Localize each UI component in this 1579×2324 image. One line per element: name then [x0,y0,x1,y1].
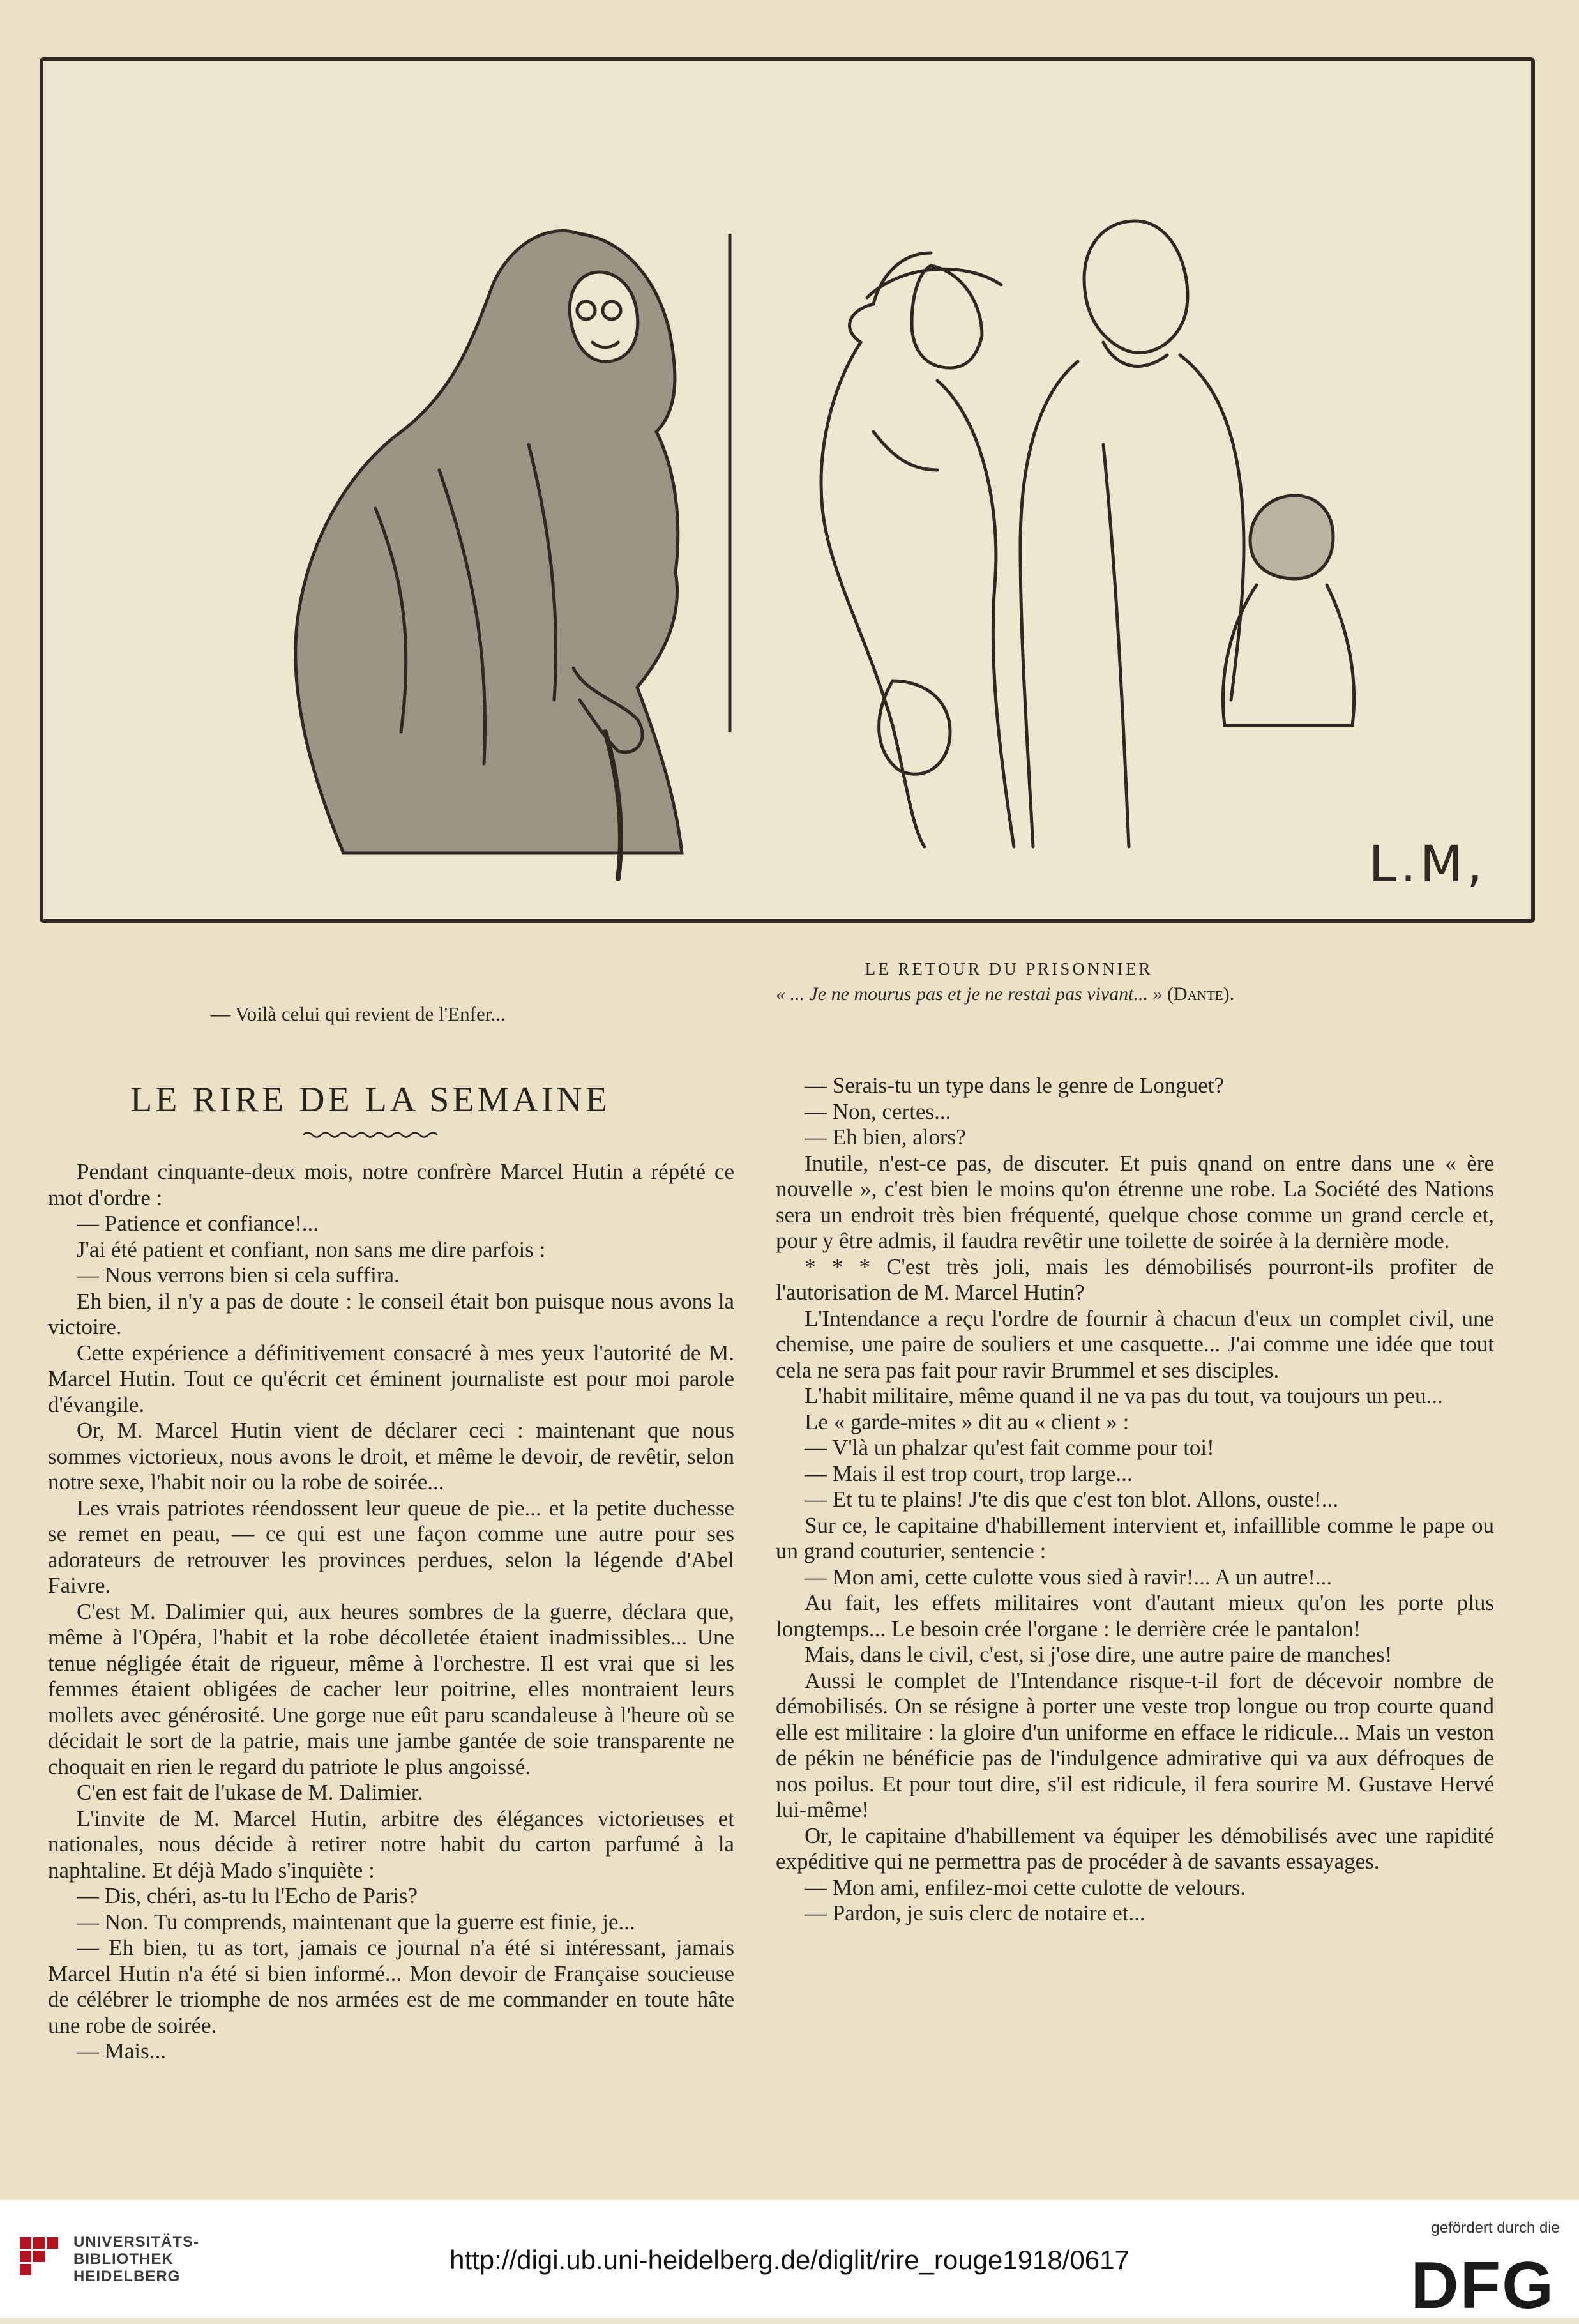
title-ornament [303,1130,437,1139]
paragraph: — Non. Tu comprends, maintenant que la guerre est finie, je... [77,1909,635,1934]
article-column-right [776,1073,1494,1927]
paragraph: — Mon ami, enfilez-moi cette culotte de velours. [805,1874,1246,1900]
library-name-line: BIBLIOTHEK [73,2251,174,2268]
library-name-line: UNIVERSITÄTS- [73,2233,200,2251]
paragraph: Les vrais patriotes réendossent leur queue de pie... et la petite duchesse se remet en peau, — ce qui est une façon comme une autre pour ses adorateurs de retrouver les provinces perdues, selon la légende d'Abel Faivre. [48,1495,734,1598]
paragraph: — Non, certes... [805,1098,951,1124]
paragraph: L'habit militaire, même quand il ne va pas du tout, va toujours un peu... [805,1383,1443,1408]
paragraph: Sur ce, le capitaine d'habillement intervient et, infaillible comme le pape ou un grand couturier, sentencie : [776,1512,1494,1563]
illustration-title: LE RETOUR DU PRISONNIER [865,959,1153,978]
paragraph: Le « garde-mites » dit au « client » : [805,1409,1129,1434]
paragraph: Aussi le complet de l'Intendance risque-t-il fort de décevoir nombre de démobilisés. On se résigne à porter une veste trop longue ou trop courte quand elle est militaire : la gloire d'un uniforme en efface le ridicule... Mais un veston de pékin ne bénéficie pas de l'indulgence admirative qui va aux défroques de nos poilus. Et pour tout dire, s'il est ridicule, il fera sourire M. Gustave Hervé lui-même! [776,1667,1494,1822]
paragraph: C'est M. Dalimier qui, aux heures sombres de la guerre, déclara que, même à l'Opéra, l'habit et la robe décolletée étaient inadmissibles... Une tenue négligée était de rigueur, même à l'orchestre. Il est vrai que si les femmes étaient obligées de cacher leur poitrine, elles montraient leurs mollets avec générosité. Une gorge nue eût paru scandaleuse à l'heure où se décidait le sort de la patrie, mais une jambe gantée de soie transparente ne choquait en rien le regard du patriote le plus angoissé. [48,1599,734,1779]
paragraph: — Nous verrons bien si cela suffira. [77,1263,400,1287]
library-name-line: HEIDELBERG [73,2268,181,2285]
illustration-quote [776,984,1510,1005]
paragraph: — Serais-tu un type dans le genre de Longuet? [805,1073,1225,1098]
family-figures [821,221,1354,847]
paragraph: L'invite de M. Marcel Hutin, arbitre des élégances victorieuses et nationales, nous décide à retirer notre habit du carton parfumé à la naphtaline. Et déjà Mado s'inquiète : [48,1805,734,1883]
article-column-left [48,1159,734,2065]
paragraph: Or, M. Marcel Hutin vient de déclarer ceci : maintenant que nous sommes victorieux, nous avons le droit, et même le devoir, de revêtir, selon notre sexe, l'habit noir ou la robe de soirée... [48,1418,734,1494]
paragraph: Or, le capitaine d'habillement va équiper les démobilisés avec une rapidité expéditive qui ne permettra pas de procéder à de savants essayages. [776,1823,1494,1874]
paragraph: — Et tu te plains! J'te dis que c'est ton blot. Allons, ouste!... [805,1487,1339,1512]
paragraph: — Pardon, je suis clerc de notaire et... [805,1901,1145,1925]
paragraph: C'en est fait de l'ukase de M. Dalimier. [77,1780,423,1805]
prisoner-figure [296,231,682,879]
funding-note: gefördert durch die [1431,2219,1560,2237]
artist-signature: L.M, [1368,836,1486,893]
paragraph: — Dis, chéri, as-tu lu l'Echo de Paris? [77,1883,418,1908]
illustration-drawing [43,61,1531,919]
digitization-footer [0,2200,1579,2323]
paragraph: — Mais... [77,2039,166,2063]
quote-text: « ... Je ne mourus pas et je ne restai pas vivant... » [776,984,1167,1005]
paragraph: — Mon ami, cette culotte vous sied à ravir!... A un autre!... [805,1564,1333,1590]
paragraph: — Mais il est trop court, trop large... [805,1461,1133,1486]
paragraph: Cette expérience a définitivement consacré à mes yeux l'autorité de M. Marcel Hutin. Tout ce qu'écrit cet éminent journaliste est pour moi parole d'évangile. [48,1340,734,1417]
paragraph: Au fait, les effets militaires vont d'autant mieux qu'on les porte plus longtemps... Le besoin crée l'organe : le derrière crée le pantalon! [776,1590,1494,1641]
paragraph: J'ai été patient et confiant, non sans me dire parfois : [77,1236,546,1262]
paragraph: Inutile, n'est-ce pas, de discuter. Et puis qnand on entre dans une « ère nouvelle », c'est bien le moins qu'on étrenne une robe. La Société des Nations sera un endroit très bien fréquenté, quelque chose comme un grand cercle et, pour y être admis, il faudra revêtir une toilette de soirée à la dernière mode. [776,1150,1494,1253]
article-title: LE RIRE DE LA SEMAINE [130,1080,611,1120]
paragraph: Pendant cinquante-deux mois, notre confrère Marcel Hutin a répété ce mot d'ordre : [48,1159,734,1210]
paragraph: — V'là un phalzar qu'est fait comme pour toi! [805,1435,1214,1460]
illustration-frame [40,57,1535,923]
paragraph: * * * C'est très joli, mais les démobilisés pourront-ils profiter de l'autorisation de M. Marcel Hutin? [776,1254,1494,1305]
paragraph: — Patience et confiance!... [77,1211,319,1236]
illustration-left-caption: — Voilà celui qui revient de l'Enfer... [211,1003,506,1025]
paragraph: Mais, dans le civil, c'est, si j'ose dire, une autre paire de manches! [805,1642,1393,1667]
dfg-logo: DFG [1410,2249,1555,2323]
quote-author: (Dante). [1167,984,1235,1005]
paragraph: L'Intendance a reçu l'ordre de fournir à chacun d'eux un complet civil, une chemise, une paire de souliers et une casquette... J'ai comme une idée que tout cela ne sera pas fait pour ravir Brummel et ses disciples. [776,1305,1494,1383]
paragraph: — Eh bien, tu as tort, jamais ce journal n'a été si intéressant, jamais Marcel Hutin n'a été si bien informé... Mon devoir de Française soucieuse de célébrer le triomphe de nos armées est de me commander en toute hâte une robe de soirée. [48,1935,734,2038]
paragraph: Eh bien, il n'y a pas de doute : le conseil était bon puisque nous avons la victoire. [48,1288,734,1339]
source-url-link[interactable]: http://digi.ub.uni-heidelberg.de/diglit/rire_rouge1918/0617 [450,2245,1129,2275]
paragraph: — Eh bien, alors? [805,1125,966,1150]
